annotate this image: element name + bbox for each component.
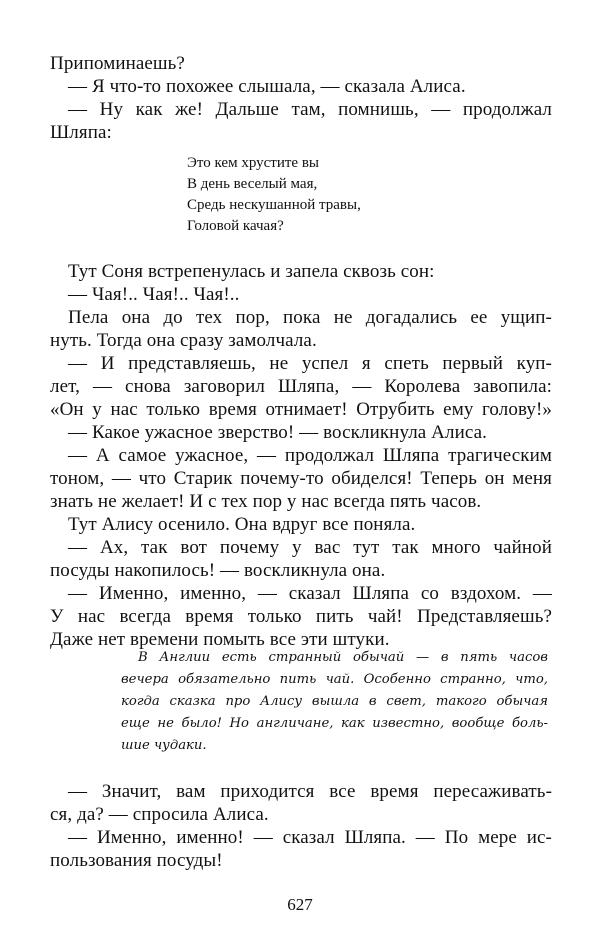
text-line: знать не желает! И с тех пор у нас всегда пять часов. [50,491,482,512]
text-line: — Чая!.. Чая!.. Чая!.. [68,284,240,305]
text-line: — Я что-то похожее слышала, — сказала Алиса. [68,76,466,97]
footnote-line: еще не было! Но англичане, как известно, вообще боль- [121,716,548,731]
text-line: нуть. Тогда она сразу замолчала. [50,330,317,351]
footnote-line: когда сказка про Алису вышла в свет, такого обычая [121,694,548,709]
text-line: «Он у нас только время отнимает! Отрубить ему голову!» [50,399,552,420]
text-line: — Ну как же! Дальше там, помнишь, — продолжал [68,99,552,120]
text-line: — Именно, именно, — сказал Шляпа со вздохом. — [68,583,552,604]
footnote-line: шие чудаки. [121,738,207,753]
text-line: лет, — снова заговорил Шляпа, — Королева завопила: [50,376,552,397]
text-line: ся, да? — спросила Алиса. [50,804,269,825]
text-line: Припоминаешь? [50,53,185,74]
text-line: Даже нет времени помыть все эти штуки. [50,629,390,650]
text-line: Пела она до тех пор, пока не догадались ее ущип- [68,307,552,328]
footnote-line: В Англии есть странный обычай — в пять часов [138,650,548,665]
text-line: пользования посуды! [50,850,223,871]
text-line: — Значит, вам приходится все время пересаживать- [68,781,552,802]
text-line: — Именно, именно! — сказал Шляпа. — По мере ис- [68,827,552,848]
text-line: — И представляешь, не успел я спеть первый куп- [68,353,552,374]
text-line: посуды накопилось! — воскликнула она. [50,560,386,581]
poem-line: Это кем хрустите вы [187,155,319,171]
text-line: Тут Алису осенило. Она вдруг все поняла. [68,514,416,535]
text-line: У нас всегда время только пить чай! Представляешь? [50,606,552,627]
footnote-line: вечера обязательно пить чай. Особенно странно, что, [121,672,548,687]
text-line: — А самое ужасное, — продолжал Шляпа трагическим [68,445,552,466]
text-line: — Ах, так вот почему у вас тут так много чайной [68,537,552,558]
poem-line: Средь нескушанной травы, [187,197,361,213]
text-line: тоном, — что Старик почему-то обиделся! Теперь он меня [50,468,552,489]
page-number: 627 [287,895,313,914]
text-line: — Какое ужасное зверство! — воскликнула Алиса. [68,422,487,443]
poem-line: В день веселый мая, [187,176,318,192]
text-line: Шляпа: [50,122,112,143]
text-line: Тут Соня встрепенулась и запела сквозь сон: [68,261,435,282]
poem-line: Головой качая? [187,218,284,234]
